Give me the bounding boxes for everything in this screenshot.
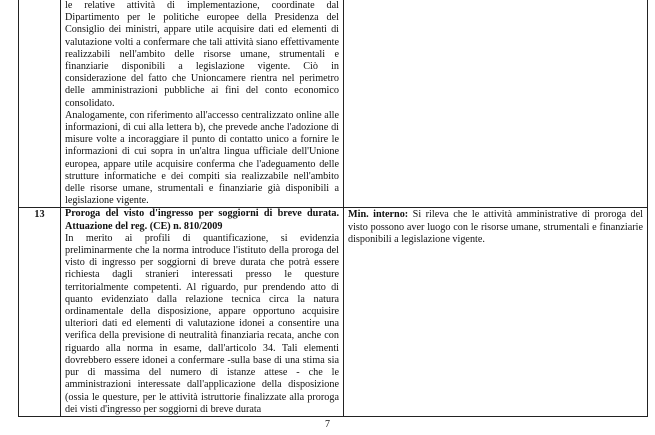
analysis-cell — [61, 0, 344, 208]
analysis-paragraph: Analogamente, con riferimento all'accesso centralizzato online alle informazioni, di cui alla lettera b), che prevede anche l'adozione di misure volte a incoraggiare il punto di contatto unico a fornire le informazioni di cui sopra in un'altra lingua ufficiale dell'Unione europea, appare utile acquisire conferma che l'adeguamento delle strutture informatiche e dei compiti sia realizzabile nell'ambito delle risorse umane, strumentali e finanziarie già disponibili a legislazione vigente. — [65, 109, 339, 207]
table-row-13 — [19, 208, 648, 416]
observation-text: Si rileva che le attività amministrative di proroga del visto possono aver luogo con le risorse umane, strumentali e finanziarie disponibili a legislazione vigente. — [348, 209, 643, 245]
row-number-cell — [19, 208, 61, 416]
analysis-paragraph: le relative attività di implementazione, coordinate dal Dipartimento per le politiche europee della Presidenza del Consiglio dei ministri, appare utile acquisire dati ed elementi di valutazione volti a confermare che tali attività siano effettivamente realizzabili nell'ambito delle risorse umane, strumentali e finanziarie disponibili a legislazione vigente. Ciò in considerazione del fatto che Unioncamere rientra nel perimetro delle amministrazioni pubbliche ai fini del conto economico consolidato. — [65, 0, 339, 109]
observation-cell — [344, 0, 648, 208]
table-row-continuation — [19, 0, 648, 208]
observations-table — [18, 0, 648, 417]
row-number-cell — [19, 0, 61, 208]
row-number: 13 — [34, 209, 45, 221]
observation-label: Min. interno: — [348, 209, 409, 221]
analysis-cell — [61, 208, 344, 416]
page-number: 7 — [325, 419, 330, 430]
analysis-paragraph: In merito ai profili di quantificazione, si evidenzia preliminarmente che la norma introduce l'istituto della proroga del visto di ingresso per soggiorni di breve durata che potrà essere richiesta dagli stranieri interessati presso le questure territorialmente competenti. Al riguardo, pur prendendo atto di quanto evidenziato dalla relazione tecnica circa la natura ordinamentale della disposizione, appare opportuno acquisire ulteriori dati ed elementi di valutazione idonei a consentire una verifica della previsione di neutralità finanziaria recata, anche con riguardo alla norma in esame, dall'articolo 34. Tali elementi dovrebbero essere idonei a confermare -sulla base di una stima sia pur di massima del numero di istanze attese - che le amministrazioni interessate dall'applicazione della disposizione (ossia le questure, per le attività istruttorie finalizzate alla proroga dei visti d'ingresso per soggiorni di breve durata — [65, 232, 339, 415]
article-heading: Proroga del visto d'ingresso per soggiorni di breve durata. Attuazione del reg. (CE) n. 810/2009 — [65, 208, 339, 232]
observation-paragraph — [348, 208, 643, 246]
observation-cell — [344, 208, 648, 416]
observation-empty — [348, 0, 643, 1]
